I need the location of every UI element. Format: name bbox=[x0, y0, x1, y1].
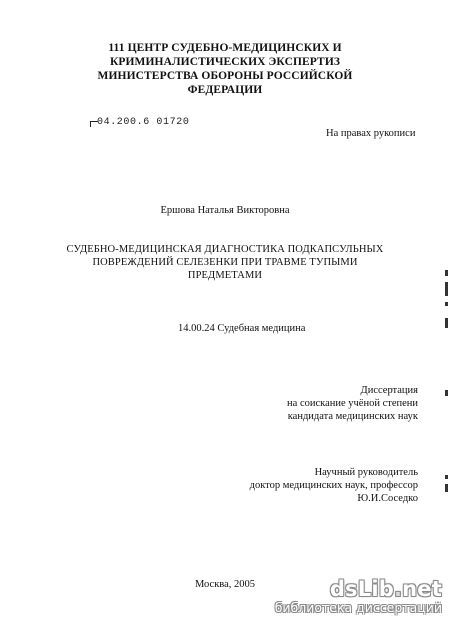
city-year: Москва, 2005 bbox=[194, 579, 256, 590]
supervisor-line-2: доктор медицинских наук, профессор bbox=[249, 480, 418, 491]
degree-line-1: Диссертация bbox=[360, 385, 418, 396]
dissertation-title bbox=[60, 243, 390, 282]
scan-edge-artifacts bbox=[442, 270, 448, 510]
watermark bbox=[275, 578, 442, 615]
dissertation-degree-block bbox=[258, 384, 418, 423]
author-name: Ершова Наталья Викторовна bbox=[160, 205, 290, 216]
supervisor-line-1: Научный руководитель bbox=[314, 467, 418, 478]
degree-line-3: кандидата медицинских наук bbox=[287, 411, 418, 422]
organization-header bbox=[60, 41, 390, 97]
watermark-logo-dot: . bbox=[393, 577, 403, 601]
org-line-3: МИНИСТЕРСТВА ОБОРОНЫ РОССИЙСКОЙ ФЕДЕРАЦИИ bbox=[97, 70, 353, 96]
supervisor-line-3: Ю.И.Соседко bbox=[357, 493, 418, 504]
watermark-logo bbox=[275, 578, 442, 600]
watermark-subtitle: библиотека диссертаций bbox=[274, 600, 442, 615]
rights-note: На правах рукописи bbox=[326, 128, 416, 139]
watermark-logo-tld: net bbox=[402, 577, 442, 601]
watermark-logo-main: dsLib bbox=[329, 577, 394, 601]
title-line-2: ПОВРЕЖДЕНИЙ СЕЛЕЗЕНКИ ПРИ ТРАВМЕ ТУПЫМИ ПРЕДМЕТАМИ bbox=[92, 257, 358, 281]
degree-line-2: на соискание учёной степени bbox=[287, 398, 418, 409]
title-line-1: СУДЕБНО-МЕДИЦИНСКАЯ ДИАГНОСТИКА ПОДКАПСУЛЬНЫХ bbox=[66, 244, 384, 255]
org-line-1: 111 ЦЕНТР СУДЕБНО-МЕДИЦИНСКИХ И bbox=[108, 42, 342, 54]
document-code: 04.200.6 01720 bbox=[97, 116, 190, 129]
supervisor-block bbox=[240, 466, 418, 505]
specialty-code: 14.00.24 Судебная медицина bbox=[178, 323, 306, 334]
org-line-2: КРИМИНАЛИСТИЧЕСКИХ ЭКСПЕРТИЗ bbox=[109, 56, 341, 68]
